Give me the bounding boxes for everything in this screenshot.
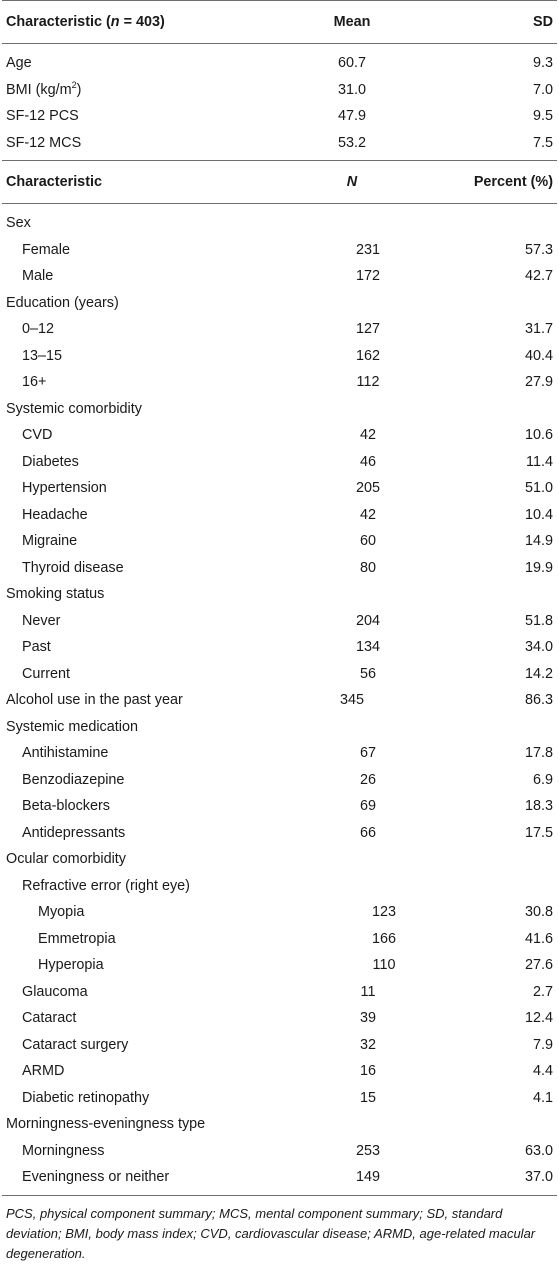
table2-header-characteristic: Characteristic (6, 174, 102, 190)
row-label-text: Age (6, 55, 32, 72)
table-row (2, 926, 557, 953)
row-label: Eveningness or neither (22, 1169, 170, 1186)
row-label: Ocular comorbidity (6, 851, 126, 868)
percent-cell: 27.6 (524, 957, 553, 974)
table-row (2, 979, 557, 1006)
n-cell: 26 (359, 771, 376, 788)
table2-header-percent: Percent (%) (473, 174, 553, 190)
row-label: Morningness-eveningness type (6, 1116, 206, 1133)
row-label: Diabetes (22, 453, 79, 470)
n-cell: 80 (359, 559, 376, 576)
n-cell: 134 (355, 639, 380, 656)
table-row (2, 767, 557, 794)
n-cell: 204 (355, 612, 380, 629)
row-label: Benzodiazepine (22, 771, 125, 788)
row-label: Education (years) (6, 294, 119, 311)
row-label-text: BMI (kg/m (6, 81, 72, 98)
percent-cell: 14.2 (524, 665, 553, 682)
row-label: 0–12 (22, 321, 55, 338)
percent-cell: 86.3 (524, 692, 553, 709)
table-row (2, 210, 557, 237)
percent-cell: 27.9 (524, 374, 553, 391)
n-cell: 162 (355, 347, 380, 364)
n-cell: 11 (360, 983, 376, 1000)
row-label: Diabetic retinopathy (22, 1089, 150, 1106)
table-row (2, 449, 557, 476)
row-label: Migraine (22, 533, 78, 550)
row-label: Alcohol use in the past year (6, 692, 183, 709)
n-cell: 56 (359, 665, 376, 682)
n-cell: 345 (339, 692, 364, 709)
table-row (2, 1085, 557, 1112)
n-cell: 127 (355, 321, 380, 338)
table-row (2, 263, 557, 290)
row-label: Glaucoma (22, 983, 88, 1000)
table-row (2, 369, 557, 396)
percent-cell: 12.4 (524, 1010, 553, 1027)
header-n-label: n (110, 14, 120, 30)
percent-cell: 63.0 (524, 1142, 553, 1159)
table-row (2, 237, 557, 264)
table-row (2, 316, 557, 343)
table2-header-n: N (346, 174, 358, 190)
row-label: Hypertension (22, 480, 107, 497)
n-cell: 205 (355, 480, 380, 497)
table-row (2, 475, 557, 502)
row-label: 16+ (22, 374, 47, 391)
row-label: Antidepressants (22, 824, 126, 841)
row-label-text: SF-12 MCS (6, 134, 82, 151)
percent-cell: 6.9 (532, 771, 553, 788)
mean-cell: 31.0 (337, 81, 366, 98)
row-label: Emmetropia (38, 930, 116, 947)
mean-cell: 53.2 (337, 134, 366, 151)
percent-cell: 30.8 (524, 904, 553, 921)
table2-header-row (2, 161, 557, 203)
table-row (2, 608, 557, 635)
row-label-end: ) (76, 81, 82, 98)
n-cell: 66 (359, 824, 376, 841)
characteristics-table (2, 0, 557, 1264)
percent-cell: 51.8 (524, 612, 553, 629)
table-row (2, 820, 557, 847)
n-cell: 39 (359, 1010, 376, 1027)
table-row (2, 528, 557, 555)
header-n-suffix: = 403) (119, 14, 165, 30)
n-cell: 172 (355, 268, 380, 285)
mean-cell: 60.7 (337, 55, 366, 72)
percent-cell: 10.4 (524, 506, 553, 523)
n-cell: 67 (359, 745, 376, 762)
table-row (2, 1138, 557, 1165)
table1-header-row (2, 1, 557, 43)
sd-cell: 9.5 (532, 108, 553, 125)
table-footnote: PCS, physical component summary; MCS, mental component summary; SD, standard deviation; BMI, body mass index; CVD, cardiovascular disease; ARMD, age-related macular degeneration. (6, 1205, 536, 1261)
n-cell: 253 (355, 1142, 380, 1159)
sd-cell: 9.3 (532, 55, 553, 72)
n-cell: 32 (359, 1036, 376, 1053)
table-row (2, 1058, 557, 1085)
table-row (2, 77, 557, 104)
table-row (2, 555, 557, 582)
table-row (2, 581, 557, 608)
row-label: Current (22, 665, 70, 682)
table-row (2, 899, 557, 926)
table-row (2, 422, 557, 449)
row-label: Thyroid disease (22, 559, 124, 576)
row-label: Smoking status (6, 586, 105, 603)
n-cell: 123 (371, 904, 396, 921)
table-row (2, 740, 557, 767)
table-row (2, 793, 557, 820)
table-row (2, 714, 557, 741)
table-row (2, 846, 557, 873)
table-row (2, 873, 557, 900)
table1-header-characteristic (2, 14, 296, 30)
row-label-superscript: 2 (71, 79, 77, 90)
table-row (2, 50, 557, 77)
n-cell: 46 (359, 453, 376, 470)
row-label: Refractive error (right eye) (22, 877, 190, 894)
row-label: Hyperopia (38, 957, 104, 974)
row-label (2, 108, 296, 124)
row-label: Cataract (22, 1010, 77, 1027)
table-row (2, 952, 557, 979)
table-row (2, 1032, 557, 1059)
row-label: Systemic comorbidity (6, 400, 142, 417)
sd-cell: 7.0 (532, 81, 553, 98)
n-cell: 112 (356, 374, 380, 391)
percent-cell: 57.3 (524, 241, 553, 258)
table-row (2, 103, 557, 130)
percent-cell: 4.1 (532, 1089, 553, 1106)
table1-body (2, 44, 557, 156)
row-label: Past (22, 639, 51, 656)
table-row (2, 1164, 557, 1191)
row-label: Morningness (22, 1142, 105, 1159)
percent-cell: 41.6 (524, 930, 553, 947)
percent-cell: 34.0 (524, 639, 553, 656)
percent-cell: 14.9 (524, 533, 553, 550)
table-row (2, 1005, 557, 1032)
row-label: Myopia (38, 904, 85, 921)
row-label: CVD (22, 427, 53, 444)
percent-cell: 18.3 (524, 798, 553, 815)
n-cell: 166 (371, 930, 396, 947)
row-label (2, 79, 296, 98)
row-label: Antihistamine (22, 745, 109, 762)
row-label: Cataract surgery (22, 1036, 129, 1053)
sd-cell: 7.5 (532, 134, 553, 151)
table1-header-sd: SD (533, 14, 553, 30)
row-label: Systemic medication (6, 718, 138, 735)
row-label (2, 55, 296, 71)
row-label: Beta-blockers (22, 798, 110, 815)
percent-cell: 37.0 (524, 1169, 553, 1186)
percent-cell: 40.4 (524, 347, 553, 364)
mean-cell: 47.9 (337, 108, 366, 125)
row-label (2, 135, 296, 151)
n-cell: 60 (359, 533, 376, 550)
table1-header-mean: Mean (333, 14, 371, 30)
row-label-text: SF-12 PCS (6, 108, 79, 125)
table-row (2, 130, 557, 157)
table-row (2, 661, 557, 688)
n-cell: 231 (355, 241, 380, 258)
n-cell: 16 (359, 1063, 376, 1080)
row-label: 13–15 (22, 347, 63, 364)
row-label: Female (22, 241, 70, 258)
percent-cell: 11.4 (526, 453, 553, 470)
percent-cell: 10.6 (524, 427, 553, 444)
table-row (2, 290, 557, 317)
n-cell: 149 (355, 1169, 380, 1186)
table-row (2, 634, 557, 661)
table-row (2, 502, 557, 529)
row-label: ARMD (22, 1063, 65, 1080)
n-cell: 42 (359, 506, 376, 523)
percent-cell: 17.8 (524, 745, 553, 762)
table2-body (2, 204, 557, 1191)
n-cell: 15 (359, 1089, 376, 1106)
n-cell: 69 (359, 798, 376, 815)
table-row (2, 343, 557, 370)
percent-cell: 42.7 (524, 268, 553, 285)
row-label: Headache (22, 506, 88, 523)
n-cell: 110 (372, 957, 396, 974)
table-row (2, 687, 557, 714)
percent-cell: 17.5 (524, 824, 553, 841)
percent-cell: 7.9 (532, 1036, 553, 1053)
row-label: Sex (6, 215, 31, 232)
percent-cell: 19.9 (524, 559, 553, 576)
table-row (2, 1111, 557, 1138)
percent-cell: 2.7 (532, 983, 553, 1000)
n-cell: 42 (359, 427, 376, 444)
row-label: Male (22, 268, 54, 285)
row-label: Never (22, 612, 61, 629)
percent-cell: 51.0 (524, 480, 553, 497)
percent-cell: 4.4 (532, 1063, 553, 1080)
table-row (2, 396, 557, 423)
header-characteristic-prefix: Characteristic ( (6, 14, 111, 30)
percent-cell: 31.7 (524, 321, 553, 338)
